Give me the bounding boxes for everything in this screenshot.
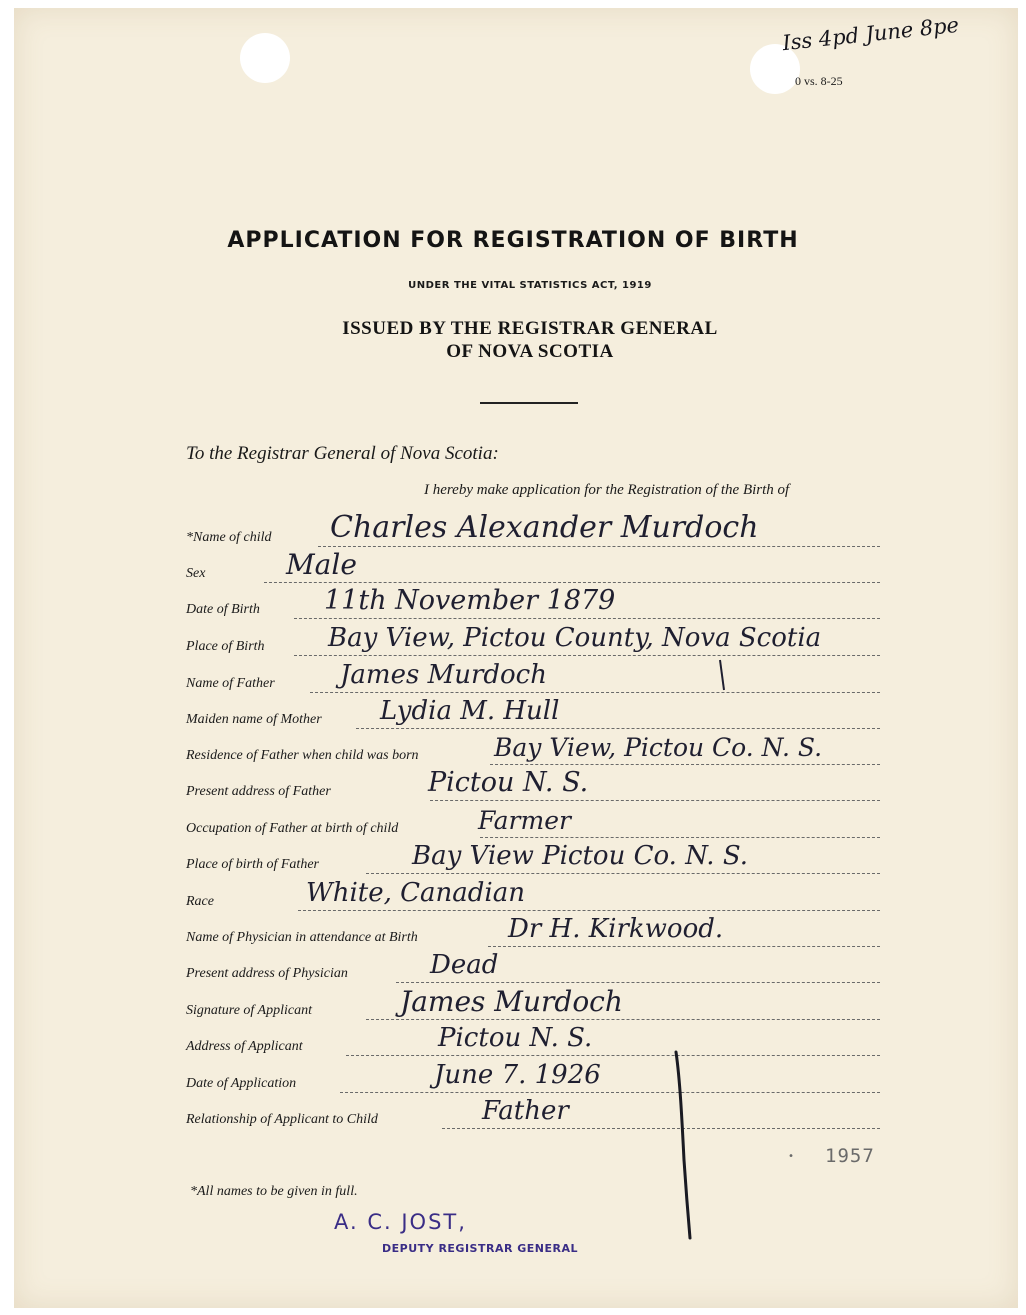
footnote: *All names to be given in full. <box>190 1184 358 1199</box>
form-act-subtitle: UNDER THE VITAL STATISTICS ACT, 1919 <box>408 280 652 291</box>
field-label: Sex <box>186 566 206 581</box>
pen-tick <box>720 660 724 690</box>
handwritten-corner-note: Iss 4pd June 8pe <box>781 12 961 56</box>
salutation: To the Registrar General of Nova Scotia: <box>186 443 499 464</box>
field-label: Place of birth of Father <box>186 857 319 872</box>
field-label: Race <box>186 894 214 909</box>
field-label: Present address of Physician <box>186 966 348 981</box>
field-handwritten-value: White, Canadian <box>306 878 525 908</box>
field-label: Residence of Father when child was born <box>186 748 419 763</box>
field-label: Name of Father <box>186 676 275 691</box>
field-handwritten-value: Dead <box>430 950 499 980</box>
field-handwritten-value: 11th November 1879 <box>324 585 616 616</box>
stamp-title: DEPUTY REGISTRAR GENERAL <box>382 1242 579 1255</box>
issued-by-line-2: OF NOVA SCOTIA <box>446 341 614 362</box>
field-handwritten-value: Charles Alexander Murdoch <box>330 510 759 545</box>
field-label: Relationship of Applicant to Child <box>186 1112 378 1127</box>
field-label: Date of Birth <box>186 602 260 617</box>
field-label: Name of Physician in attendance at Birth <box>186 930 418 945</box>
field-handwritten-value: James Murdoch <box>400 985 623 1018</box>
field-label: Maiden name of Mother <box>186 712 322 727</box>
serial-number-value: 1957 <box>825 1145 875 1167</box>
issued-by-line-1: ISSUED BY THE REGISTRAR GENERAL <box>342 318 718 339</box>
serial-number: • 1957 <box>788 1145 875 1167</box>
form-number: 0 vs. 8-25 <box>795 74 843 88</box>
field-handwritten-value: Dr H. Kirkwood. <box>508 914 724 944</box>
field-label: Present address of Father <box>186 784 331 799</box>
field-label: *Name of child <box>186 530 272 545</box>
stamp-name: A. C. JOST, <box>334 1210 467 1234</box>
form-title: APPLICATION FOR REGISTRATION OF BIRTH <box>227 228 799 253</box>
field-label: Date of Application <box>186 1076 297 1091</box>
field-handwritten-value: Male <box>286 548 357 581</box>
intro-sentence: I hereby make application for the Registration of the Birth of <box>424 482 790 498</box>
field-handwritten-value: Lydia M. Hull <box>380 696 560 726</box>
field-handwritten-value: Farmer <box>478 806 571 835</box>
field-label: Address of Applicant <box>186 1039 303 1054</box>
field-handwritten-value: Father <box>482 1096 569 1126</box>
field-label: Place of Birth <box>186 639 265 654</box>
field-handwritten-value: Bay View Pictou Co. N. S. <box>412 841 748 871</box>
vertical-pen-stroke <box>676 1052 690 1238</box>
field-label: Occupation of Father at birth of child <box>186 821 399 836</box>
field-handwritten-value: Bay View, Pictou County, Nova Scotia <box>328 623 822 653</box>
field-handwritten-value: James Murdoch <box>340 660 547 690</box>
field-handwritten-value: Pictou N. S. <box>428 767 589 798</box>
field-handwritten-value: Bay View, Pictou Co. N. S. <box>494 733 823 762</box>
field-handwritten-value: June 7. 1926 <box>434 1060 601 1090</box>
field-label: Signature of Applicant <box>186 1003 312 1018</box>
field-handwritten-value: Pictou N. S. <box>438 1023 593 1053</box>
